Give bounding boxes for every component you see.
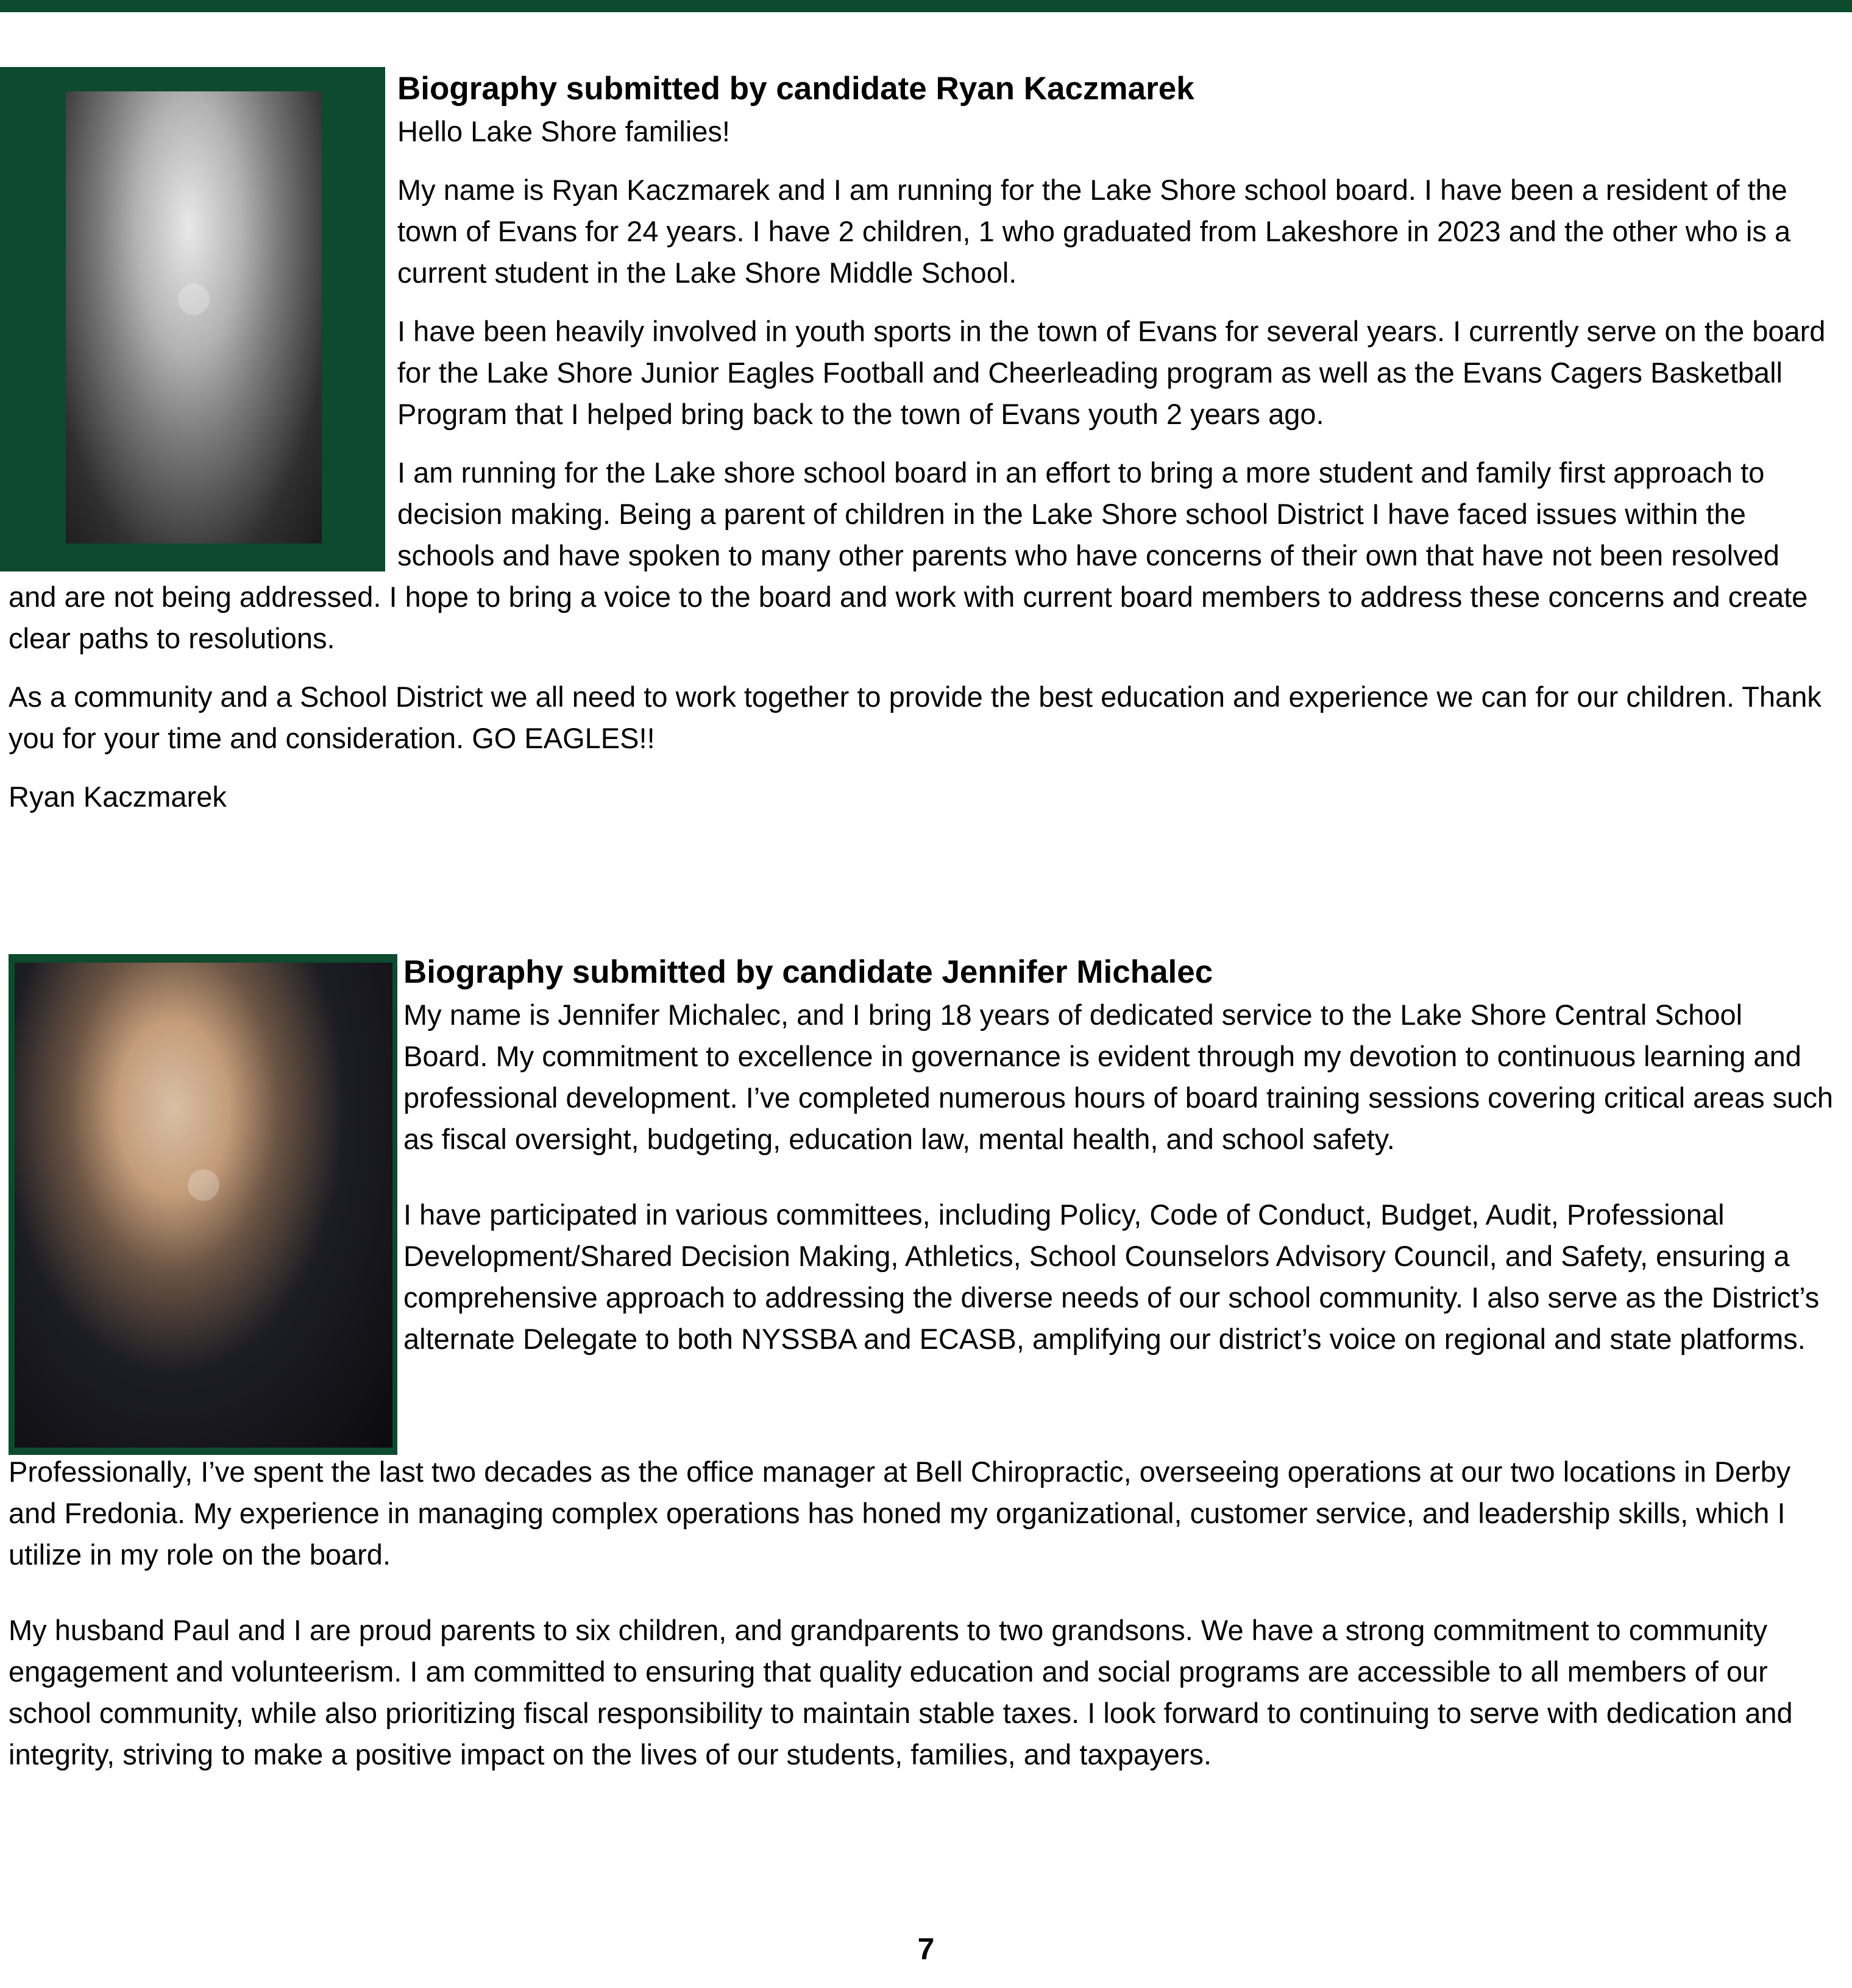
candidate-2-title: Biography submitted by candidate Jennifer Michalec — [403, 954, 1213, 990]
candidate-2-paragraph: Professionally, I’ve spent the last two decades as the office manager at Bell Chiropractic, overseeing operations at our two locations in Derby and Fredonia. My experience in managing complex operations has honed my organizational, customer service, and leadership skills, which I utilize in my role on the board. — [9, 1456, 1791, 1571]
candidate-2-bio — [9, 950, 1834, 1792]
person-silhouette-icon: ● — [181, 1140, 226, 1222]
candidate-1-paragraph: I have been heavily involved in youth sports in the town of Evans for several years. I currently serve on the board for the Lake Shore Junior Eagles Football and Cheerleading program as well as the Evans Cagers Basketball Program that I helped bring back to the town of Evans youth 2 years ago. — [397, 315, 1826, 430]
candidate-1-bio — [9, 67, 1834, 835]
candidate-2-paragraph: I have participated in various committees, including Policy, Code of Conduct, Budget, Audit, Professional Development/Shared Decision Making, Athletics, School Counselors Advisory Council, and Safety, ensuring a comprehensive approach to addressing the diverse needs of our school community. I also serve as the District’s alternate Delegate to both NYSSBA and ECASB, amplifying our district’s voice on regional and state platforms. — [403, 1198, 1820, 1355]
photo-wrap-spacer — [9, 67, 397, 574]
page-number: 7 — [917, 1932, 935, 1966]
candidate-1-paragraph: My name is Ryan Kaczmarek and I am running for the Lake Shore school board. I have been a resident of the town of Evans for 24 years. I have 2 children, 1 who graduated from Lakeshore in 2023 and the other who is a current student in the Lake Shore Middle School. — [397, 174, 1791, 289]
candidate-1-paragraph: As a community and a School District we all need to work together to provide the best education and experience we can for our children. Thank you for your time and consideration. GO EAGLES!! — [9, 681, 1822, 754]
candidate-1-title: Biography submitted by candidate Ryan Kaczmarek — [397, 71, 1194, 107]
candidate-1-greeting: Hello Lake Shore families! — [397, 115, 730, 147]
person-silhouette-icon: ● — [171, 253, 216, 336]
candidate-1-paragraph: I am running for the Lake shore school board in an effort to bring a more student and family first approach to decision making. Being a parent of children in the Lake Shore school District I have faced issues within the schools and have spoken to many other parents who have concerns of their own that have not been resolved and are not being addressed. I hope to bring a voice to the board and work with current board members to address these concerns and create clear paths to resolutions. — [9, 456, 1808, 654]
top-accent-bar — [0, 0, 1852, 12]
photo-wrap-spacer — [9, 950, 403, 1451]
candidate-2-paragraph: My name is Jennifer Michalec, and I bring 18 years of dedicated service to the Lake Shore Central School Board. My commitment to excellence in governance is evident through my devotion to continuous learning and professional development. I’ve completed numerous hours of board training sessions covering critical areas such as fiscal oversight, budgeting, education law, mental health, and school safety. — [403, 999, 1834, 1155]
candidate-2-paragraph: My husband Paul and I are proud parents to six children, and grandparents to two grandsons. We have a strong commitment to community engagement and volunteerism. I am committed to ensuring that quality education and social programs are accessible to all members of our school community, while also prioritizing fiscal responsibility to maintain stable taxes. I look forward to continuing to serve with dedication and integrity, striving to make a positive impact on the lives of our students, families, and taxpayers. — [9, 1614, 1793, 1770]
candidate-1-signature: Ryan Kaczmarek — [9, 780, 227, 813]
